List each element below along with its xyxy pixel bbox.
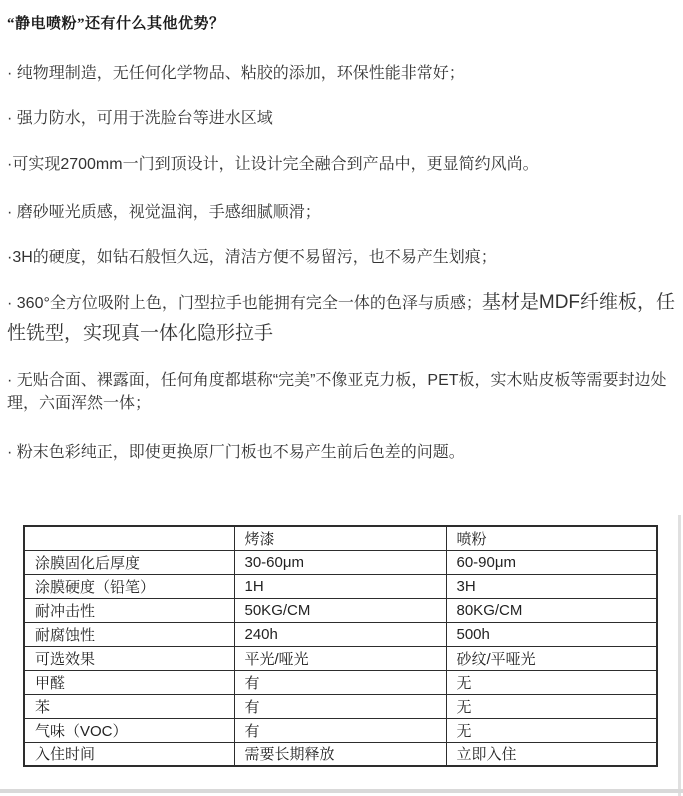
table-row [24,670,657,694]
cell-powder: 无 [446,718,657,742]
row-label: 涂膜硬度（铅笔） [24,574,234,598]
table-row [24,622,657,646]
image-edge-artifact [0,789,683,793]
paragraph-emphasis-text: 基材是MDF纤维板，任性铣型，实现真一体化隐形拉手 [7,292,676,344]
cell-paint: 需要长期释放 [234,742,446,766]
cell-powder: 砂纹/平哑光 [446,646,657,670]
table-header-row [24,526,657,550]
cell-paint: 30-60μm [234,550,446,574]
row-label: 入住时间 [24,742,234,766]
header-cell-paint: 烤漆 [234,526,446,550]
cell-paint: 240h [234,622,446,646]
paragraph-normal-text: · 360°全方位吸附上色，门型拉手也能拥有完全一体的色泽与质感； [7,295,482,312]
row-label: 可选效果 [24,646,234,670]
bullet-paragraph: · 粉末色彩纯正，即使更换原厂门板也不易产生前后色差的问题。 [7,444,465,461]
cell-paint: 有 [234,694,446,718]
bullet-paragraph: ·可实现2700mm一门到顶设计，让设计完全融合到产品中，更显简约风尚。 [7,156,539,173]
table-row [24,574,657,598]
table-row [24,550,657,574]
cell-paint: 平光/哑光 [234,646,446,670]
table-row [24,694,657,718]
row-label: 耐腐蚀性 [24,622,234,646]
comparison-table [23,525,658,767]
cell-powder: 500h [446,622,657,646]
bullet-paragraph: ·3H的硬度，如钻石般恒久远，清洁方便不易留污，也不易产生划痕； [7,249,497,266]
header-cell-blank [24,526,234,550]
cell-paint: 有 [234,670,446,694]
table-row [24,718,657,742]
row-label: 甲醛 [24,670,234,694]
row-label: 耐冲击性 [24,598,234,622]
cell-powder: 无 [446,694,657,718]
bullet-paragraph: · 无贴合面、裸露面，任何角度都堪称“完美”不像亚克力板，PET板，实木贴皮板等需要封边处理，六面浑然一体； [7,372,667,412]
cell-powder: 无 [446,670,657,694]
image-edge-artifact [678,515,681,796]
cell-powder: 60-90μm [446,550,657,574]
cell-paint: 1H [234,574,446,598]
page-title: “静电喷粉”还有什么其他优势？ [7,16,225,32]
bullet-paragraph: · 纯物理制造，无任何化学物品、粘胶的添加，环保性能非常好； [7,65,465,82]
bullet-paragraph [7,288,681,350]
table-row [24,742,657,766]
cell-paint: 50KG/CM [234,598,446,622]
table-row [24,598,657,622]
bullet-paragraph: · 磨砂哑光质感，视觉温润，手感细腻顺滑； [7,204,321,221]
header-cell-powder: 喷粉 [446,526,657,550]
bullet-paragraph: · 强力防水，可用于洗脸台等进水区域 [7,110,273,127]
cell-powder: 3H [446,574,657,598]
cell-powder: 80KG/CM [446,598,657,622]
cell-paint: 有 [234,718,446,742]
row-label: 苯 [24,694,234,718]
row-label: 涂膜固化后厚度 [24,550,234,574]
row-label: 气味（VOC） [24,718,234,742]
cell-powder: 立即入住 [446,742,657,766]
table-row [24,646,657,670]
